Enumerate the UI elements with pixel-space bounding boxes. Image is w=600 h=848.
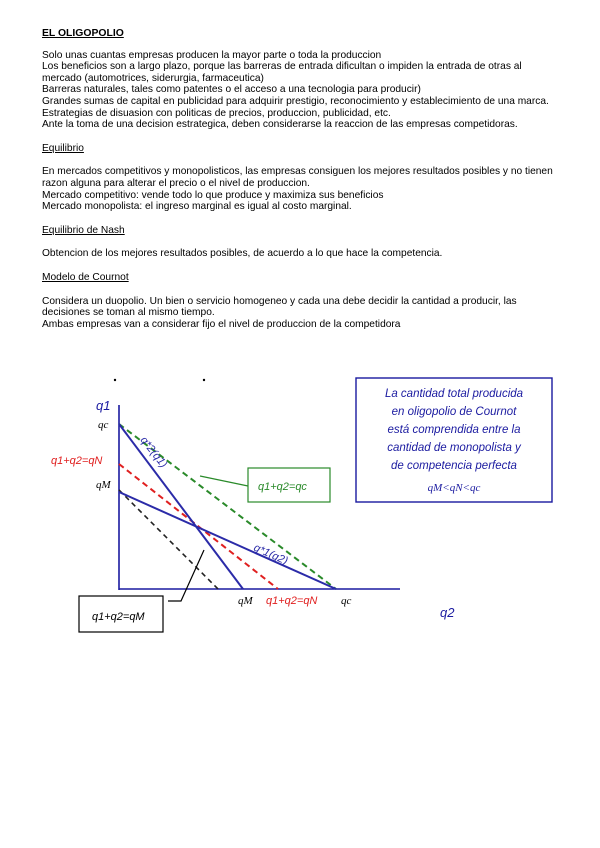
x-tick-qm: qM <box>238 595 253 607</box>
intro-line: Ante la toma de una decision estrategica, deben considerarse la reaccion de las empresas competidoras. <box>42 119 518 131</box>
black-box-pointer <box>168 550 204 601</box>
x-axis-label: q2 <box>440 605 455 620</box>
heading-equilibrio: Equilibrio <box>42 142 84 154</box>
note-line: en oligopolio de Cournot <box>391 406 517 418</box>
monopoly-line <box>119 490 218 589</box>
note-line: cantidad de monopolista y <box>387 442 521 454</box>
cournot-diagram <box>0 360 600 660</box>
green-box-label: q1+q2=qc <box>258 481 307 493</box>
stray-dot <box>114 379 116 381</box>
intro-line: Los beneficios son a largo plazo, porque las barreras de entrada dificultan o impiden la entrada de otras al mercado (automotrices, siderurgia, farmaceutica) <box>42 61 522 84</box>
green-box-pointer <box>200 476 248 486</box>
intro-line: Barreras naturales, tales como patentes o el acceso a una tecnologia para producir) <box>42 84 421 96</box>
equilibrio-line: Mercado competitivo: vende todo lo que produce y maximiza sus beneficios <box>42 189 384 201</box>
intro-line: Estrategias de disuasion con politicas de precios, produccion, publicidad, etc. <box>42 107 391 119</box>
stray-dot <box>203 379 205 381</box>
y-tick-qc: qc <box>98 419 109 431</box>
x-tick-qc: qc <box>341 595 352 607</box>
intro-section <box>42 50 564 131</box>
document-body <box>42 28 564 330</box>
equilibrio-section <box>42 166 564 212</box>
y-tick-qn: q1+q2=qN <box>51 455 103 467</box>
note-inequality: qM<qN<qc <box>427 482 481 494</box>
reaction-label-firm1: q*1(q2) <box>251 541 290 568</box>
reaction-curve-firm1 <box>119 492 336 589</box>
cournot-line: Considera un duopolio. Un bien o servicio homogeneo y cada una debe decidir la cantidad a producir, las decisiones se toman al mismo tiempo. <box>42 295 517 319</box>
intro-line: Grandes sumas de capital en publicidad para adquirir prestigio, reconocimiento y establecimiento de una marca. <box>42 95 549 107</box>
note-line: de competencia perfecta <box>391 460 517 472</box>
y-axis-label: q1 <box>96 398 111 413</box>
nash-line: Obtencion de los mejores resultados posibles, de acuerdo a lo que hace la competencia. <box>42 248 443 260</box>
heading-cournot: Modelo de Cournot <box>42 271 129 283</box>
note-line: La cantidad total producida <box>384 388 524 400</box>
reaction-label-firm2: q*2(q1) <box>137 434 170 471</box>
heading-nash: Equilibrio de Nash <box>42 224 125 236</box>
intro-line: Solo unas cuantas empresas producen la mayor parte o toda la produccion <box>42 49 382 61</box>
cournot-line: Ambas empresas van a considerar fijo el nivel de produccion de la competidora <box>42 318 401 330</box>
y-tick-qm: qM <box>96 479 111 491</box>
note-line: está comprendida entre la <box>387 424 521 436</box>
page-title: EL OLIGOPOLIO <box>42 28 124 39</box>
x-tick-qn: q1+q2=qN <box>266 595 318 607</box>
black-box-label: q1+q2=qM <box>92 611 145 623</box>
equilibrio-line: En mercados competitivos y monopolisticos, las empresas consiguen los mejores resultados posibles y no tienen razon alguna para alterar el precio o el nivel de produccion. <box>42 166 553 189</box>
equilibrio-line: Mercado monopolista: el ingreso marginal es igual al costo marginal. <box>42 201 352 213</box>
reaction-curve-firm2 <box>119 424 243 589</box>
